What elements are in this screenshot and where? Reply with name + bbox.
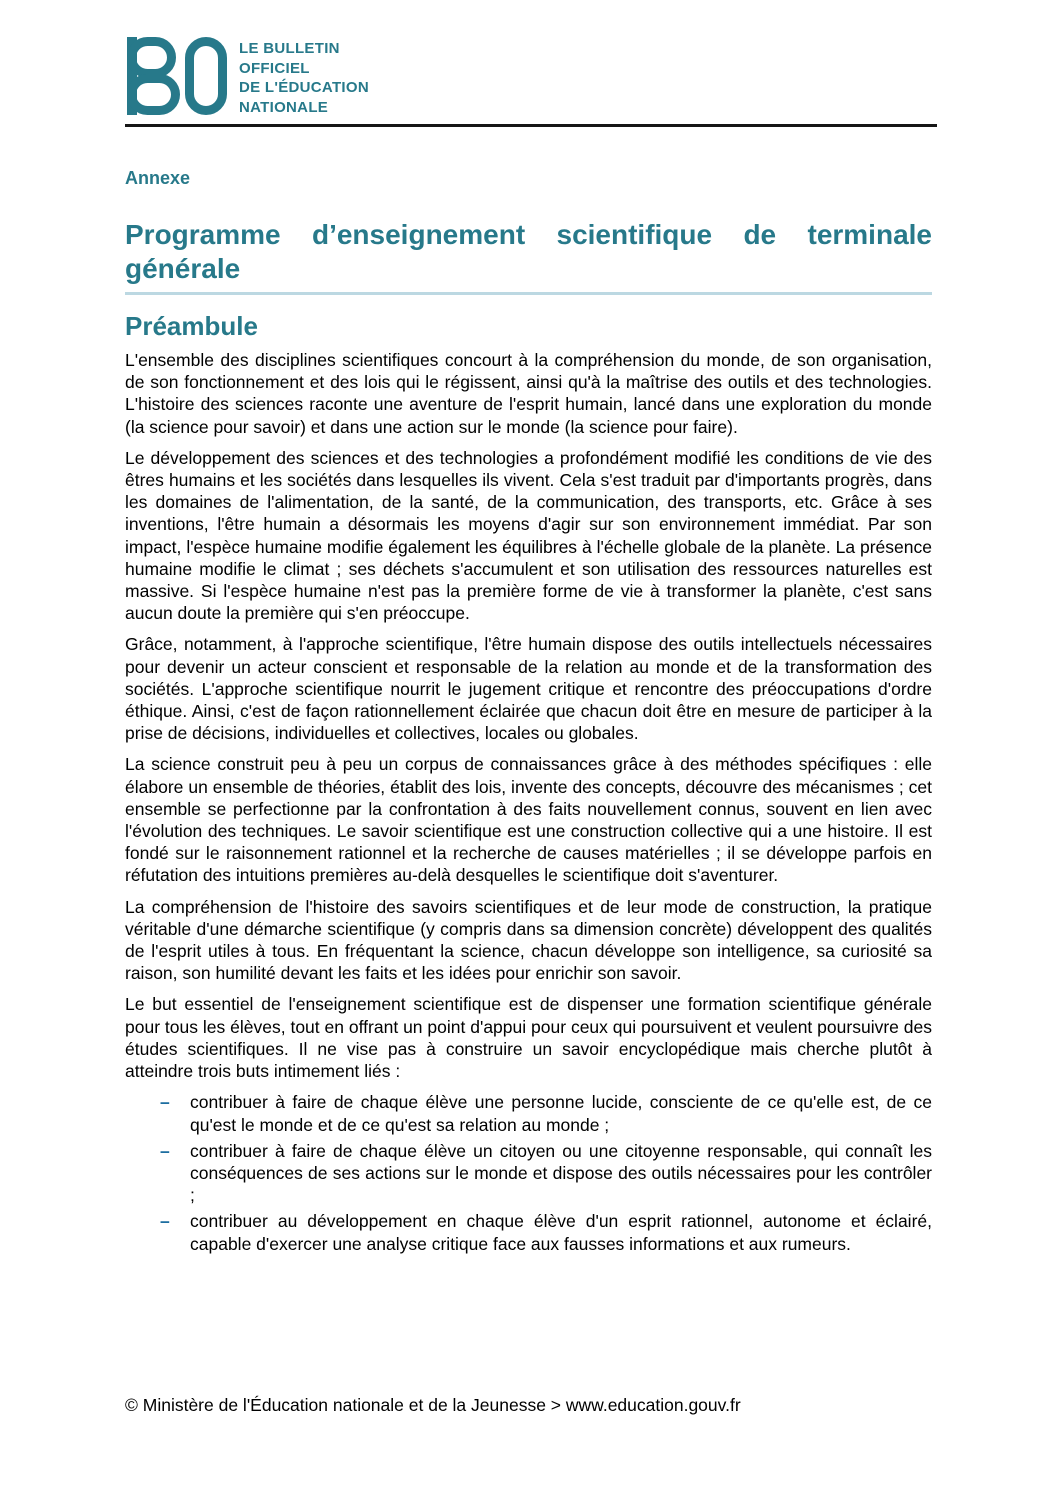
paragraph-5: La compréhension de l'histoire des savoirs scientifiques et de leur mode de construction, la pratique véritable d'une démarche scientifique (y compris dans sa dimension concrète) développent des qualités de l'esprit utiles à tous. En fréquentant la science, chacun développe son intelligence, sa curiosité sa raison, son humilité devant les faits et les idées pour enrichir son savoir. <box>125 896 932 984</box>
paragraph-1: L'ensemble des disciplines scientifiques concourt à la compréhension du monde, de son organisation, de son fonctionnement et des lois qui le régissent, ainsi qu'à la maîtrise des outils et des technologies. L'histoire des sciences raconte une aventure de l'esprit humain, lancé dans une exploration du monde (la science pour savoir) et dans une action sur le monde (la science pour faire). <box>125 350 932 437</box>
goals-list <box>125 1091 932 1254</box>
list-item-text: contribuer au développement en chaque élève d'un esprit rationnel, autonome et éclairé, capable d'exercer une analyse critique face aux fausses informations et aux rumeurs. <box>190 1211 932 1254</box>
paragraph-2: Le développement des sciences et des technologies a profondément modifié les conditions de vie des êtres humains et les sociétés dans lesquelles ils vivent. Cela s'est traduit par d'importants progrès, dans les domaines de l'alimentation, de la santé, de la communication, des transports, etc. Grâce à ses inventions, l'être humain a désormais les moyens d'agir sur son environnement immédiat. Par son impact, l'espèce humaine modifie également les équilibres à l'échelle globale de la planète. La présence humaine modifie le climat ; ses déchets s'accumulent et son utilisation des ressources naturelles est massive. Si l'espèce humaine n'est pas la première forme de vie à transformer la planète, c'est sans aucun doute la première qui s'en préoccupe. <box>125 447 932 624</box>
paragraph-3: Grâce, notamment, à l'approche scientifique, l'être humain dispose des outils intellectuels nécessaires pour devenir un acteur conscient et responsable de la relation au monde et de la transformation des sociétés. L'approche scientifique nourrit le jugement critique et rencontre des préoccupations d'ordre éthique. Ainsi, c'est de façon rationnellement éclairée que chacun doit être en mesure de participer à la prise de décisions, individuelles et collectives, locales ou globales. <box>125 634 932 744</box>
bo-logo-wordmark <box>239 39 369 117</box>
paragraph-4: La science construit peu à peu un corpus de connaissances grâce à des méthodes spécifiques : elle élabore un ensemble de théories, établit des lois, invente des concepts, découvre des mécanismes ; cet ensemble se perfectionne par la confrontation à des faits nouvellement connus, souvent en lien avec l'évolution des techniques. Le savoir scientifique est une construction collective qui a une histoire. Il est fondé sur le raisonnement rationnel et la recherche de causes matérielles ; il se développe parfois en réfutation des intuitions premières au-delà desquelles le scientifique doit s'aventurer. <box>125 754 932 886</box>
logo-line: LE BULLETIN <box>239 40 340 57</box>
logo-line: NATIONALE <box>239 98 329 116</box>
bo-logo-icon <box>127 37 227 115</box>
dash-bullet: – <box>160 1211 170 1232</box>
annexe-label: Annexe <box>125 168 191 188</box>
list-item <box>125 1210 932 1254</box>
logo-line: DE L'ÉDUCATION <box>239 79 369 96</box>
list-item-text: contribuer à faire de chaque élève un citoyen ou une citoyenne responsable, qui connaît les conséquences de ses actions sur le monde et dispose des outils nécessaires pour les contrôler ; <box>190 1140 932 1206</box>
dash-bullet: – <box>160 1140 170 1161</box>
page-title: Programme d’enseignement scientifique de terminale générale <box>125 218 932 295</box>
bo-logo <box>127 37 369 117</box>
page-footer: © Ministère de l'Éducation nationale et de la Jeunesse > www.education.gouv.fr <box>125 1395 741 1415</box>
logo-line: OFFICIEL <box>239 59 310 77</box>
list-item <box>125 1091 932 1135</box>
dash-bullet: – <box>160 1092 170 1113</box>
list-item <box>125 1140 932 1207</box>
list-item-text: contribuer à faire de chaque élève une personne lucide, consciente de ce qu'elle est, de ce qu'est le monde et de ce qu'est sa relation au monde ; <box>190 1092 932 1135</box>
header-divider <box>125 124 937 127</box>
section-heading-preambule: Préambule <box>125 311 258 341</box>
document-content <box>125 168 932 1259</box>
paragraph-6: Le but essentiel de l'enseignement scientifique est de dispenser une formation scientifique générale pour tous les élèves, tout en offrant un point d'appui pour ceux qui poursuivent et veulent poursuivre des études scientifiques. Il ne vise pas à construire un savoir encyclopédique mais cherche plutôt à atteindre trois buts intimement liés : <box>125 994 932 1082</box>
